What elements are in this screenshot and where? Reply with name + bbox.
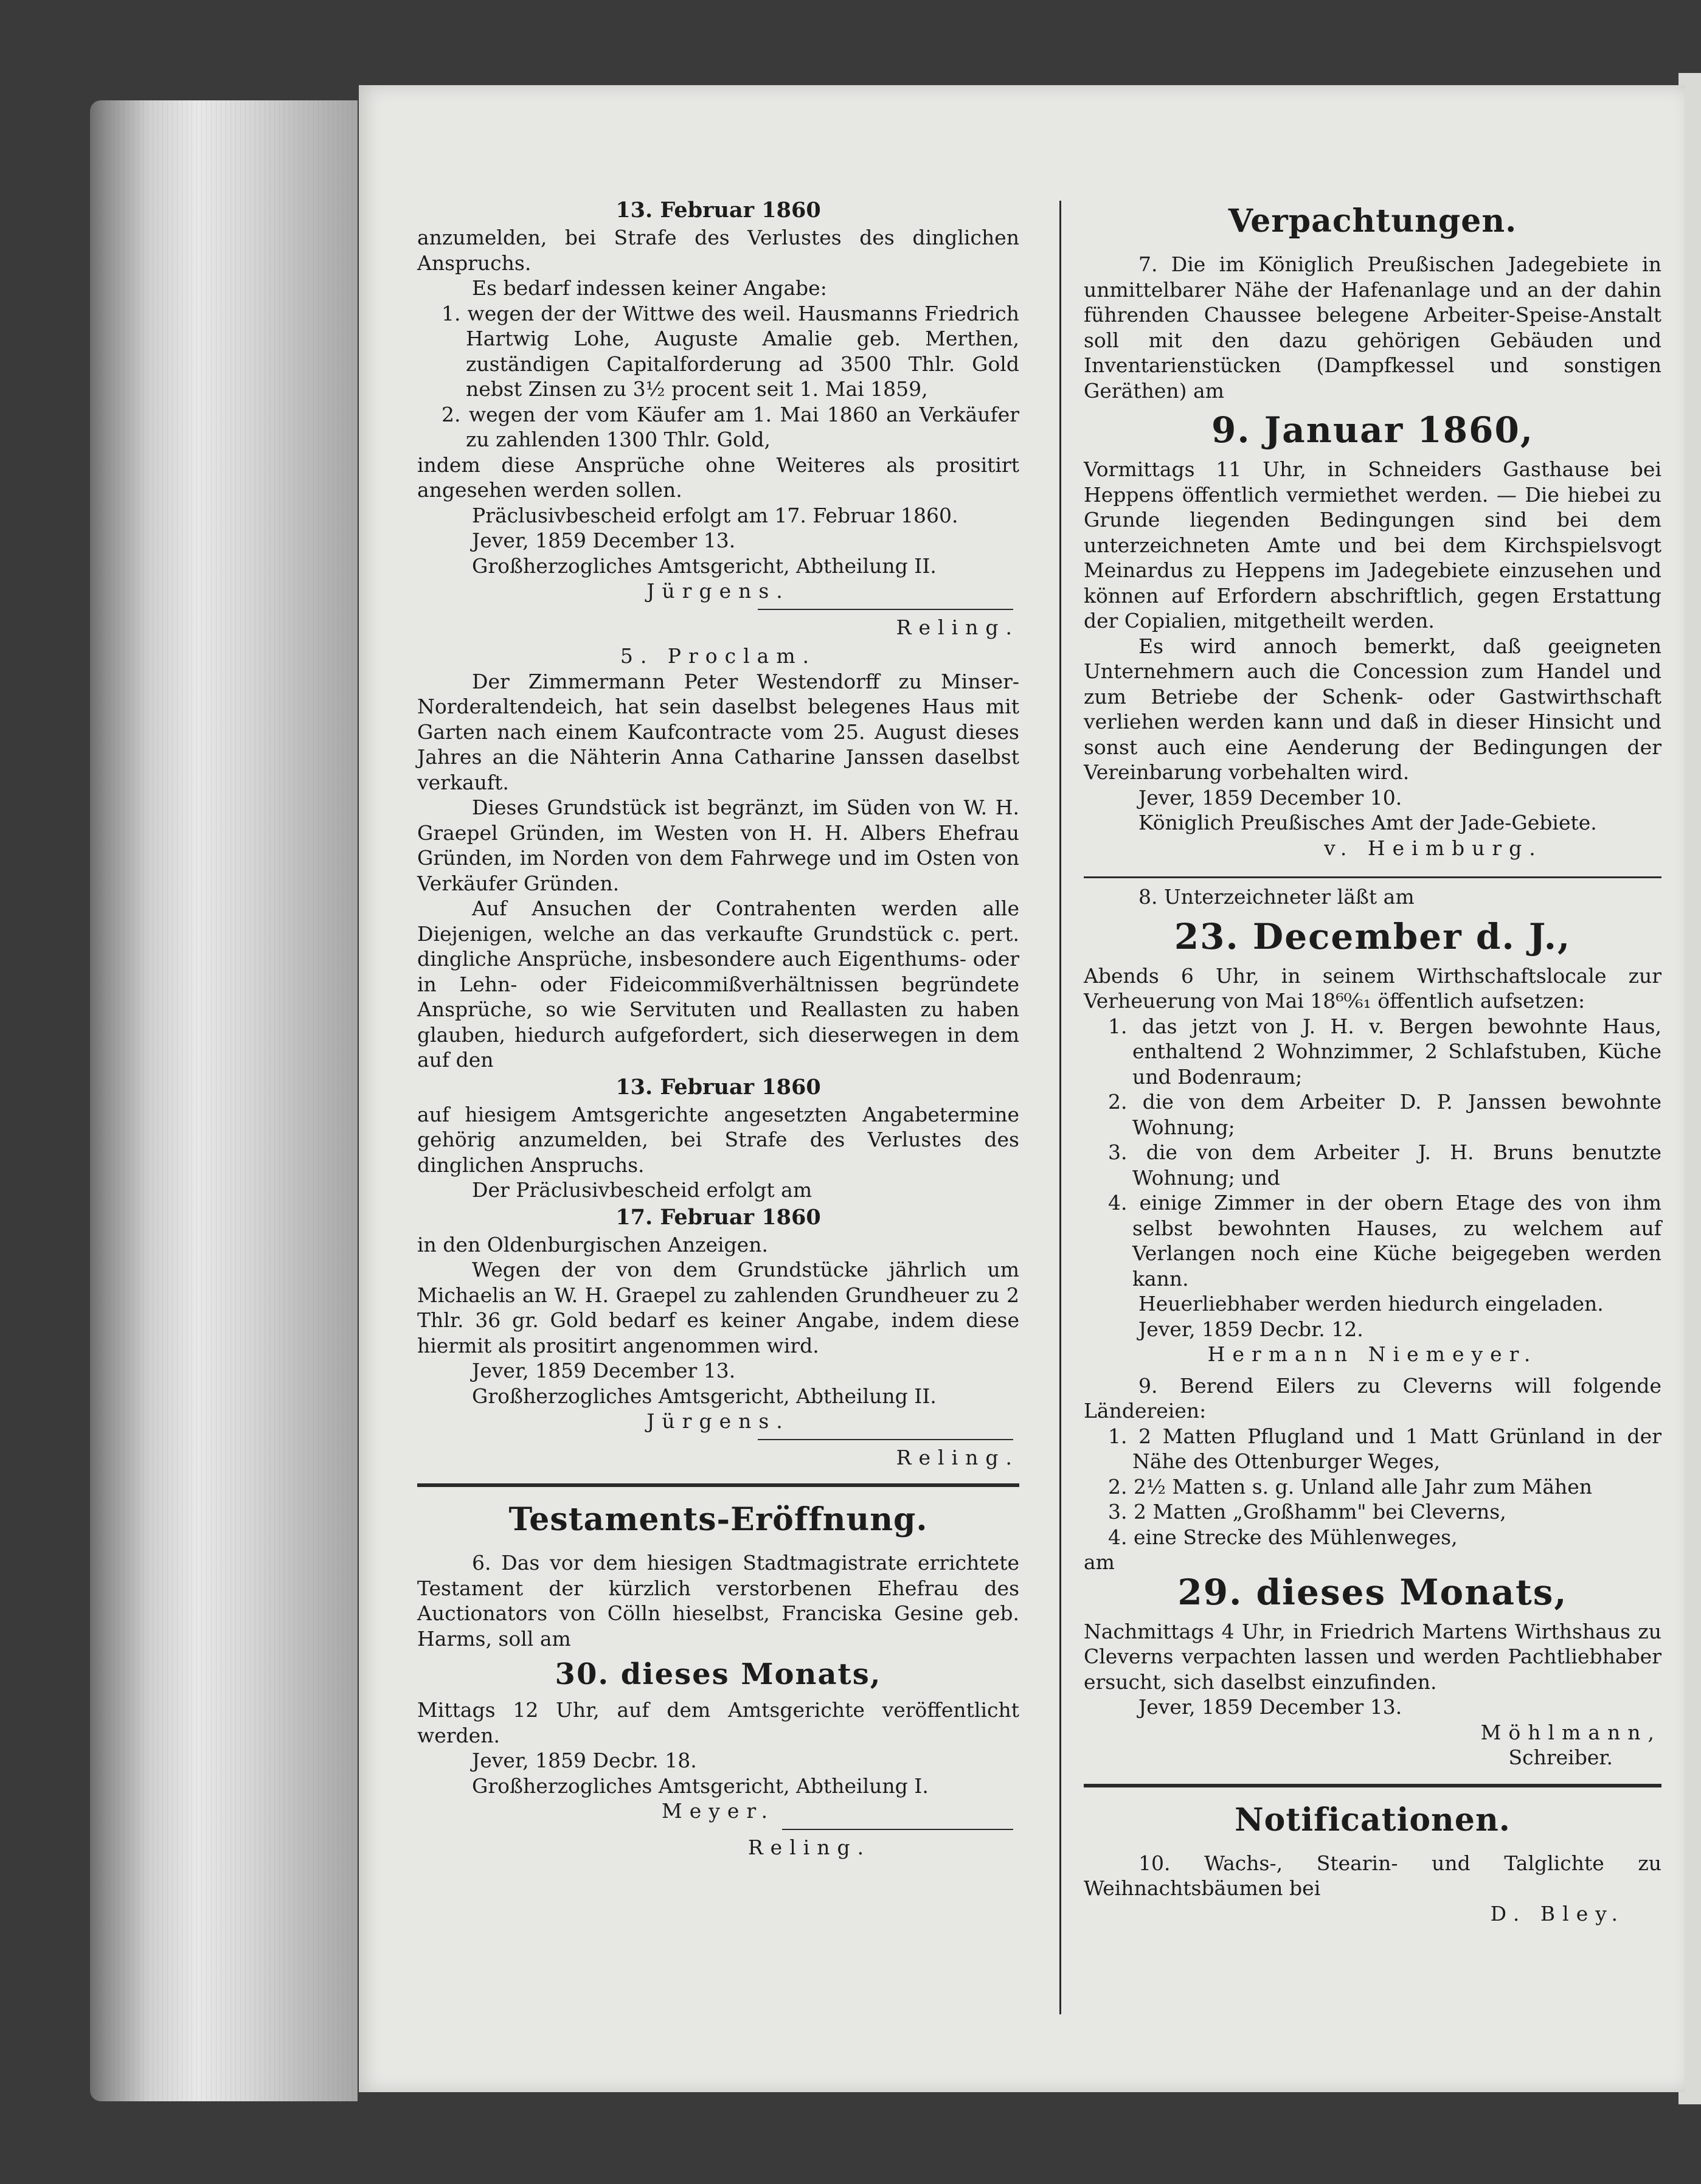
item5-paragraph: auf hiesigem Amtsgerichte angesetzten Angabetermine gehörig anzumelden, bei Strafe des Verlustes des dinglichen Anspruchs. bbox=[417, 1102, 1019, 1177]
item9-list-item: 3. 2 Matten „Großhamm" bei Cleverns, bbox=[1108, 1500, 1506, 1524]
item10-paragraph: 10. Wachs-, Stearin- und Talglichte zu Weihnachtsbäumen bei bbox=[1084, 1851, 1661, 1900]
item4-court: Großherzogliches Amtsgericht, Abtheilung II. bbox=[472, 553, 937, 578]
item6-paragraph: Mittags 12 Uhr, auf dem Amtsgerichte veröffentlicht werden. bbox=[417, 1698, 1019, 1747]
item4-line: anzumelden, bei Strafe des Verlustes des dinglichen Anspruchs. bbox=[417, 226, 1019, 275]
item7-paragraph: Vormittags 11 Uhr, in Schneiders Gasthause bei Heppens öffentlich vermiethet werden. — Die hiebei zu Grunde liegenden Bedingungen sind bei dem unterzeichneten Amte und bei dem Kirchspielsvogt Meinardus zu Heppens im Jadegebiete einzusehen und können auf Erfordern abschriftlich, gegen Erstattung der Copialien, mitgetheilt werden. bbox=[1084, 457, 1661, 633]
item8-date: 23. December d. J., bbox=[1174, 915, 1571, 957]
item5-date: 13. Februar 1860 bbox=[615, 1074, 821, 1100]
section-rule bbox=[1084, 876, 1661, 878]
item4-date: 13. Februar 1860 bbox=[615, 198, 821, 223]
item6-court: Großherzogliches Amtsgericht, Abtheilung I. bbox=[472, 1773, 929, 1798]
item8-place-date: Jever, 1859 Decbr. 12. bbox=[1138, 1317, 1363, 1341]
item8-list-item: 2. die von dem Arbeiter D. P. Janssen bewohnte Wohnung; bbox=[1108, 1090, 1661, 1139]
item4-tail: indem diese Ansprüche ohne Weiteres als prositirt angesehen werden sollen. bbox=[417, 452, 1019, 502]
item9-paragraph: 9. Berend Eilers zu Cleverns will folgende Ländereien: bbox=[1084, 1373, 1661, 1423]
item6-date: 30. dieses Monats, bbox=[555, 1657, 882, 1691]
signature-rule bbox=[758, 1439, 1013, 1440]
item5-paragraph: Dieses Grundstück ist begränzt, im Süden von W. H. Graepel Gründen, im Westen von H. H. Albers Ehefrau Gründen, im Norden von dem Fahrwege und im Osten von Verkäufer Gründen. bbox=[417, 796, 1019, 895]
item5-court: Großherzogliches Amtsgericht, Abtheilung II. bbox=[472, 1384, 937, 1408]
item7-date: 9. Januar 1860, bbox=[1211, 409, 1534, 451]
right-column bbox=[1084, 196, 1661, 1926]
section-rule bbox=[417, 1483, 1019, 1487]
item7-office: Königlich Preußisches Amt der Jade-Gebiete. bbox=[1138, 811, 1597, 834]
item9-list-item: 4. eine Strecke des Mühlenweges, bbox=[1108, 1525, 1458, 1549]
item4-place-date: Jever, 1859 December 13. bbox=[472, 529, 736, 552]
notificationen-heading: Notificationen. bbox=[1235, 1801, 1511, 1839]
item6-paragraph: 6. Das vor dem hiesigen Stadtmagistrate errichtete Testament der kürzlich verstorbenen Ehefrau des Auctionators von Cölln hieselbst, Franciska Gesine geb. Harms, soll am bbox=[417, 1551, 1019, 1651]
column-divider bbox=[1059, 201, 1061, 2014]
item7-signature: v. Heimburg. bbox=[1324, 836, 1543, 860]
item10-signature: D. Bley. bbox=[1490, 1901, 1625, 1926]
item5-judge: Jürgens. bbox=[646, 1409, 790, 1433]
signature-rule bbox=[758, 609, 1013, 610]
item8-paragraph: Heuerliebhaber werden hiedurch eingeladen. bbox=[1138, 1292, 1604, 1316]
item9-signature-title: Schreiber. bbox=[1508, 1745, 1613, 1769]
item8-list-item: 4. einige Zimmer in der obern Etage des von ihm selbst bewohnten Hauses, zu welchem auf Verlangen noch eine Küche beigegeben werden kann. bbox=[1108, 1191, 1661, 1291]
item5-heading: 5. Proclam. bbox=[620, 644, 817, 668]
item9-place-date: Jever, 1859 December 13. bbox=[1138, 1695, 1402, 1719]
signature-rule bbox=[782, 1829, 1013, 1830]
item5-clerk: Reling. bbox=[896, 1445, 1019, 1469]
item6-judge: Meyer. bbox=[661, 1799, 775, 1823]
item8-list-item: 1. das jetzt von J. H. v. Bergen bewohnte Haus, enthaltend 2 Wohnzimmer, 2 Schlafstuben, Küche und Bodenraum; bbox=[1108, 1014, 1661, 1089]
item8-signature: Hermann Niemeyer. bbox=[1207, 1342, 1538, 1366]
item7-paragraph: 7. Die im Königlich Preußischen Jadegebiete in unmittelbarer Nähe der Hafenanlage und an der dahin führenden Chaussee belegene Arbeiter-Speise-Anstalt soll mit den dazu gehörigen Gebäuden und Inventarienstücken (Dampfkessel und sonstigen Geräthen) am bbox=[1084, 252, 1661, 403]
left-column bbox=[417, 196, 1019, 1860]
item5-place-date: Jever, 1859 December 13. bbox=[472, 1359, 736, 1382]
testament-heading: Testaments-Eröffnung. bbox=[508, 1501, 928, 1538]
verpachtungen-heading: Verpachtungen. bbox=[1228, 203, 1517, 240]
item9-list-item: 2. 2½ Matten s. g. Unland alle Jahr zum Mähen bbox=[1108, 1474, 1593, 1499]
item5-paragraph: Auf Ansuchen der Contrahenten werden alle Diejenigen, welche an das verkaufte Grundstück c. pert. dingliche Ansprüche, insbesondere auch Eigenthums- oder in Lehn- oder Fideicommißverhältnissen begründete Ansprüche, so wie Servituten und Reallasten zu haben glauben, hiedurch aufgefordert, sich dieserwegen in dem auf den bbox=[417, 896, 1019, 1072]
item8-paragraph: Abends 6 Uhr, in seinem Wirthschaftslocale zur Verheuerung von Mai 18⁶⁰⁄₆₁ öffentlich aufsetzen: bbox=[1084, 963, 1661, 1013]
item5-date: 17. Februar 1860 bbox=[615, 1204, 821, 1230]
item8-list-item: 3. die von dem Arbeiter J. H. Bruns benutzte Wohnung; und bbox=[1108, 1140, 1661, 1190]
item6-place-date: Jever, 1859 Decbr. 18. bbox=[472, 1749, 697, 1772]
item4-list-item: 2. wegen der vom Käufer am 1. Mai 1860 an Verkäufer zu zahlenden 1300 Thlr. Gold, bbox=[442, 402, 1019, 451]
item7-place-date: Jever, 1859 December 10. bbox=[1138, 785, 1402, 809]
section-rule bbox=[1084, 1784, 1661, 1787]
item9-signature: Möhlmann, bbox=[1480, 1720, 1661, 1744]
item4-praeclusiv: Präclusivbescheid erfolgt am 17. Februar 1860. bbox=[472, 503, 958, 527]
item5-paragraph: Der Präclusivbescheid erfolgt am bbox=[472, 1178, 812, 1202]
item4-list-item: 1. wegen der der Wittwe des weil. Hausmanns Friedrich Hartwig Lohe, Auguste Amalie geb. Merthen, zuständigen Capitalforderung ad 3500 Thlr. Gold nebst Zinsen zu 3½ procent seit 1. Mai 1859, bbox=[442, 301, 1019, 401]
item9-paragraph: Nachmittags 4 Uhr, in Friedrich Martens Wirthshaus zu Cleverns verpachten lassen und werden Pachtliebhaber ersucht, sich daselbst einzufinden. bbox=[1084, 1619, 1661, 1694]
item5-paragraph: Wegen der von dem Grundstücke jährlich um Michaelis an W. H. Graepel zu zahlenden Grundheuer zu 2 Thlr. 36 gr. Gold bedarf es keiner Angabe, indem diese hiermit als prositirt angenommen wird. bbox=[417, 1258, 1019, 1357]
item9-am: am bbox=[1084, 1550, 1115, 1574]
book-page-edges bbox=[90, 100, 358, 2101]
item9-list-item: 1. 2 Matten Pflugland und 1 Matt Grünland in der Nähe des Ottenburger Weges, bbox=[1108, 1424, 1661, 1473]
item9-date: 29. dieses Monats, bbox=[1177, 1571, 1568, 1613]
item5-paragraph: Der Zimmermann Peter Westendorff zu Minser-Norderaltendeich, hat sein daselbst belegenes Haus mit Garten nach einem Kaufcontracte vom 25. August dieses Jahres an die Nähterin Anna Catharine Janssen daselbst verkauft. bbox=[417, 669, 1019, 794]
item5-paragraph: in den Oldenburgischen Anzeigen. bbox=[417, 1232, 768, 1257]
item6-clerk: Reling. bbox=[747, 1835, 871, 1859]
item4-line: Es bedarf indessen keiner Angabe: bbox=[472, 276, 827, 300]
item4-judge: Jürgens. bbox=[646, 579, 790, 603]
item7-paragraph: Es wird annoch bemerkt, daß geeigneten Unternehmern auch die Concession zum Handel und zum Betriebe der Schenk- oder Gastwirthschaft verliehen werden kann und daß in dieser Hinsicht und sonst auch eine Aenderung der Bedingungen der Vereinbarung vorbehalten wird. bbox=[1084, 634, 1661, 784]
item4-clerk: Reling. bbox=[896, 615, 1019, 639]
newspaper-page bbox=[359, 85, 1685, 2092]
item8-paragraph: 8. Unterzeichneter läßt am bbox=[1138, 885, 1415, 909]
